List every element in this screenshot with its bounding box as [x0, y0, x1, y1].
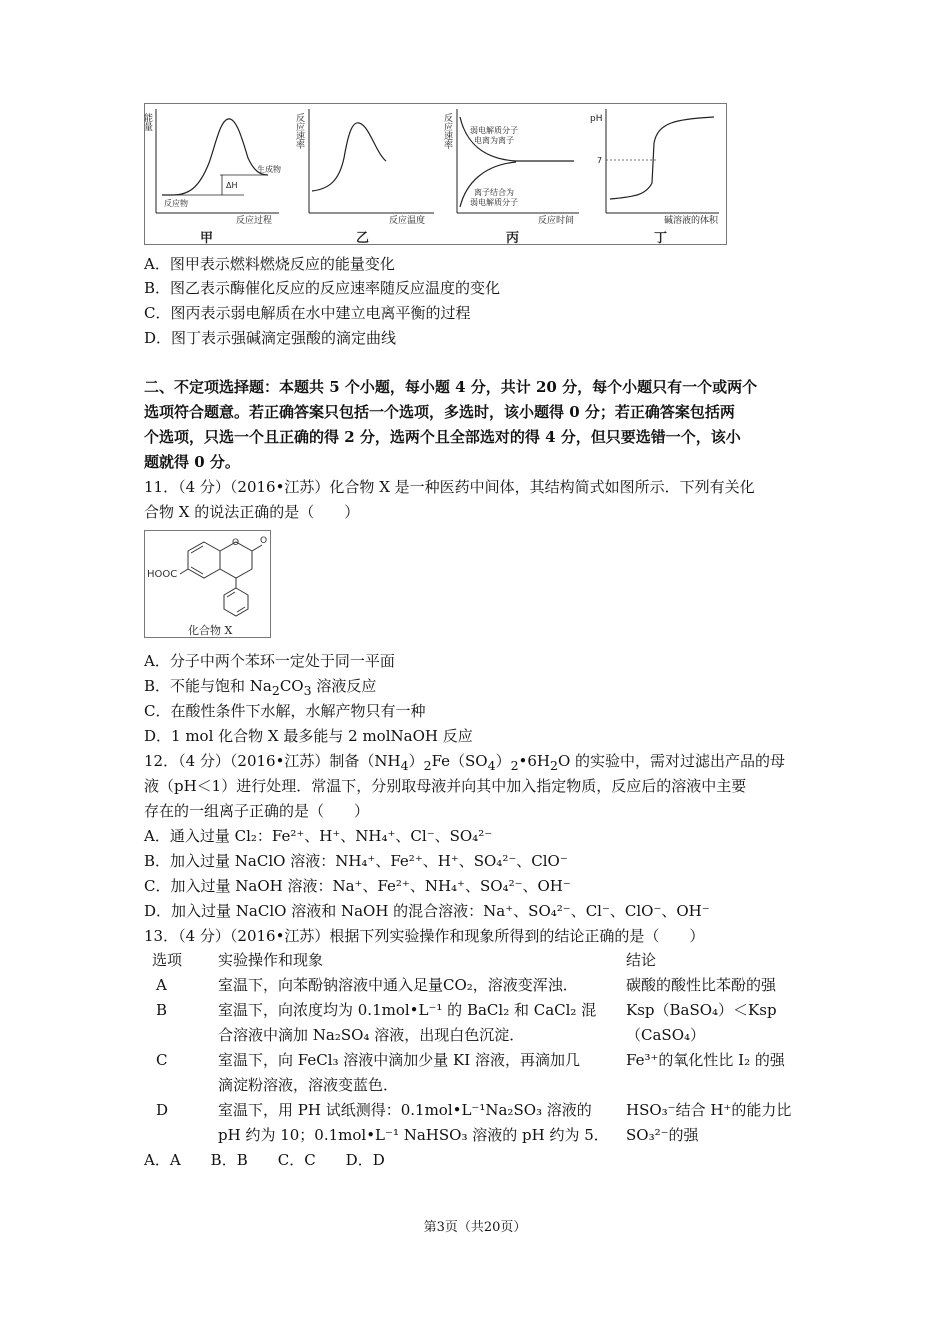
q12-s-sub3: 4 [487, 758, 496, 773]
q12-option-d: D．加入过量 NaClO 溶液和 NaOH 的混合溶液：Na⁺、SO₄²⁻、Cl⁻、ClO⁻、OH⁻ [144, 902, 710, 920]
struct-o-carbonyl: O [260, 536, 268, 546]
q11-option-c: C．在酸性条件下水解，水解产物只有一种 [144, 702, 426, 720]
q12-stem-line-1 [144, 751, 785, 776]
q11-b-post: 溶液反应 [311, 677, 377, 695]
bing-upper-note-1: 弱电解质分子 [470, 126, 518, 135]
bing-upper-note-2: 电离为离子 [474, 136, 514, 145]
section2-line-4: 题就得 0 分。 [144, 453, 240, 471]
jia-ylabel: 能量 [142, 113, 152, 131]
q11-stem-line-2: 合物 X 的说法正确的是（ ） [144, 503, 360, 521]
q12-option-c: C．加入过量 NaOH 溶液：Na⁺、Fe²⁺、NH₄⁺、SO₄²⁻、OH⁻ [144, 877, 571, 895]
q12-stem-line-3: 存在的一组离子正确的是（ ） [144, 802, 370, 820]
q13-header-operation: 实验操作和现象 [218, 951, 324, 969]
q12-s-mid3: ） [495, 752, 511, 770]
yi-ylabel: 反应速率 [294, 113, 304, 149]
q13-header-option: 选项 [152, 951, 183, 969]
q13-row-b-op-2: 合溶液中滴加 Na₂SO₄ 溶液，出现白色沉淀． [218, 1026, 525, 1044]
panel-jia [142, 109, 281, 246]
q13-answers: A．A B．B C．C D．D [144, 1151, 385, 1169]
section2-line-1: 二、不定项选择题：本题共 5 个小题，每小题 4 分，共计 20 分，每个小题只有一个或两个 [144, 378, 758, 396]
struct-label: 化合物 X [188, 624, 233, 637]
yi-title: 乙 [356, 231, 370, 246]
q12-s-post: O 的实验中，需对过滤出产品的母 [557, 752, 786, 770]
panel-ding [590, 109, 719, 246]
bing-lower-note-1: 离子结合为 [474, 188, 514, 197]
q10-option-c: C．图丙表示弱电解质在水中建立电离平衡的过程 [144, 304, 471, 322]
yi-xlabel: 反应温度 [389, 216, 426, 226]
q11-b-mid: CO [279, 677, 304, 695]
q13-row-c-op-1: 室温下，向 FeCl₃ 溶液中滴加少量 KI 溶液，再滴加几 [218, 1051, 580, 1069]
q13-row-a-option: A [156, 976, 167, 994]
ding-xlabel: 碱溶液的体积 [664, 216, 719, 226]
q13-row-c-option: C [156, 1051, 168, 1069]
q13-row-b-option: B [156, 1001, 168, 1019]
bing-ylabel: 反应速率 [442, 113, 452, 149]
q13-row-a-con: 碳酸的酸性比苯酚的强 [626, 976, 777, 994]
q11-option-a: A．分子中两个苯环一定处于同一平面 [144, 652, 395, 670]
q11-option-b [144, 676, 376, 701]
q12-stem-line-2: 液（pH＜1）进行处理．常温下，分别取母液并向其中加入指定物质，反应后的溶液中主要 [144, 777, 747, 795]
q13-row-a-op: 室温下，向苯酚钠溶液中通入足量CO₂，溶液变浑浊． [218, 976, 578, 994]
jia-reactant-label: 反应物 [164, 199, 188, 208]
jia-title: 甲 [200, 231, 214, 246]
q12-s-sub4: 2 [510, 758, 519, 773]
compound-x-structure [144, 530, 271, 638]
q12-option-b: B．加入过量 NaClO 溶液：NH₄⁺、Fe²⁺、H⁺、SO₄²⁻、ClO⁻ [144, 852, 568, 870]
q12-s-mid4: •6H [518, 752, 551, 770]
jia-xlabel: 反应过程 [236, 216, 273, 226]
q12-s-pre: 12．（4 分）（2016•江苏）制备（NH [144, 752, 401, 770]
ding-ylabel: pH [590, 114, 603, 124]
bing-title: 丙 [506, 231, 520, 246]
q13-row-d-op-2: pH 约为 10；0.1mol•L⁻¹ NaHSO₃ 溶液的 pH 约为 5． [218, 1126, 609, 1144]
q13-stem: 13．（4 分）（2016•江苏）根据下列实验操作和现象所得到的结论正确的是（ ） [144, 927, 705, 945]
q10-option-d: D．图丁表示强碱滴定强酸的滴定曲线 [144, 329, 397, 347]
q13-row-d-con-2: SO₃²⁻的强 [626, 1126, 699, 1144]
panel-bing [442, 109, 579, 246]
q13-row-b-con-2: （CaSO₄） [626, 1026, 706, 1044]
bing-lower-note-2: 弱电解质分子 [470, 198, 518, 207]
q13-row-b-con-1: Ksp（BaSO₄）＜Ksp [626, 1001, 777, 1019]
q11-b-sub1: 2 [271, 683, 280, 698]
jia-dh-label: ΔH [226, 181, 238, 190]
figure-svg [144, 103, 727, 245]
q12-s-sub1: 4 [400, 758, 409, 773]
q13-row-d-con-1: HSO₃⁻结合 H⁺的能力比 [626, 1101, 792, 1119]
q13-row-c-op-2: 滴淀粉溶液，溶液变蓝色． [218, 1076, 399, 1094]
section2-line-3: 个选项，只选一个且正确的得 2 分，选两个且全部选对的得 4 分，但只要选错一个，该小 [144, 428, 741, 446]
q12-s-sub5: 2 [550, 758, 558, 773]
bing-xlabel: 反应时间 [538, 216, 575, 226]
section2-line-2: 选项符合题意。若正确答案只包括一个选项，多选时，该小题得 0 分；若正确答案包括两 [144, 403, 735, 421]
q11-option-d: D．1 mol 化合物 X 最多能与 2 molNaOH 反应 [144, 727, 473, 745]
figure-four-panels [144, 103, 727, 245]
q13-row-d-op-1: 室温下，用 PH 试纸测得：0.1mol•L⁻¹Na₂SO₃ 溶液的 [218, 1101, 592, 1119]
ding-title: 丁 [654, 231, 668, 246]
q13-header-conclusion: 结论 [626, 951, 657, 969]
jia-product-label: 生成物 [257, 165, 281, 174]
q12-s-mid1: ） [408, 752, 424, 770]
ding-tick-7: 7 [597, 156, 603, 165]
q13-row-c-con: Fe³⁺的氧化性比 I₂ 的强 [626, 1051, 785, 1069]
panel-yi [294, 109, 434, 246]
q13-row-b-op-1: 室温下，向浓度均为 0.1mol•L⁻¹ 的 BaCl₂ 和 CaCl₂ 混 [218, 1001, 597, 1019]
q12-option-a: A．通入过量 Cl₂：Fe²⁺、H⁺、NH₄⁺、Cl⁻、SO₄²⁻ [144, 827, 493, 845]
q11-b-pre: B．不能与饱和 Na [144, 677, 272, 695]
q11-stem-line-1: 11．（4 分）（2016•江苏）化合物 X 是一种医药中间体，其结构简式如图所示．下列有关化 [144, 478, 755, 496]
q11-b-sub2: 3 [303, 683, 312, 698]
q10-option-b: B．图乙表示酶催化反应的反应速率随反应温度的变化 [144, 279, 501, 297]
page-footer: 第3页（共20页） [423, 1220, 527, 1235]
q13-row-d-option: D [156, 1101, 169, 1119]
q12-s-sub2: 2 [423, 758, 432, 773]
q10-option-a: A．图甲表示燃料燃烧反应的能量变化 [144, 255, 395, 273]
struct-hooc: HOOC [147, 569, 178, 580]
struct-o-ring: O [232, 538, 240, 548]
q12-s-mid2: Fe（SO [431, 752, 488, 770]
